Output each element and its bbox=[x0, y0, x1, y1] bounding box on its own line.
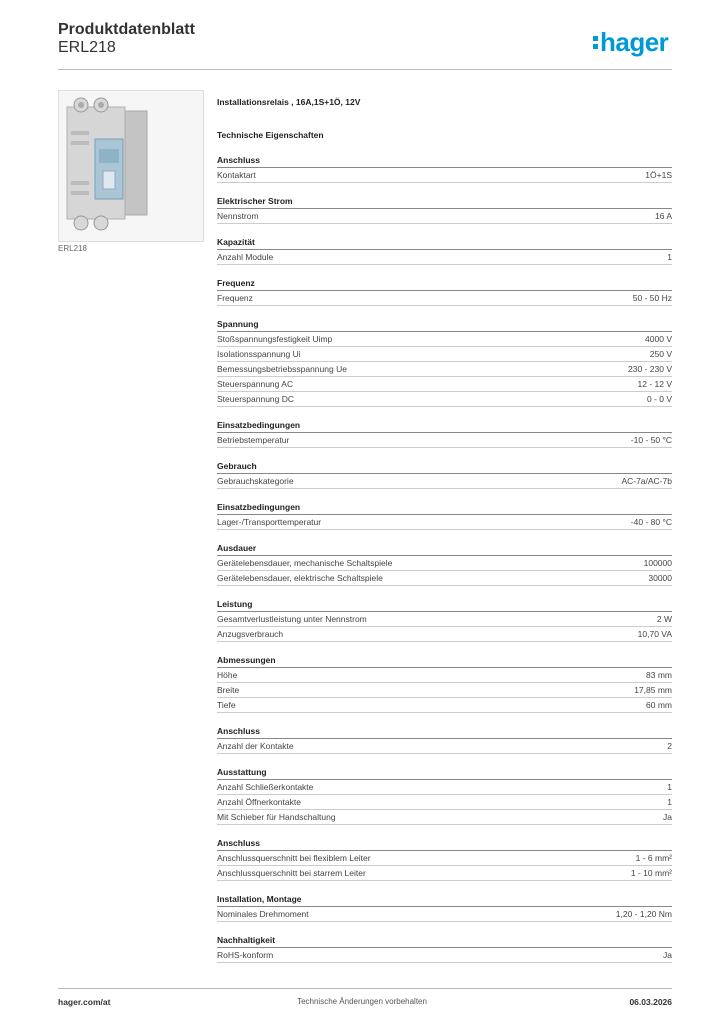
spec-row bbox=[217, 698, 672, 713]
spec-label: Anzahl Öffnerkontakte bbox=[217, 797, 301, 807]
spec-row bbox=[217, 433, 672, 448]
hager-logo[interactable] bbox=[593, 27, 673, 57]
image-caption: ERL218 bbox=[58, 244, 87, 253]
spec-value: 16 A bbox=[654, 211, 672, 221]
spec-label: Stoßspannungsfestigkeit Uimp bbox=[217, 334, 333, 344]
spec-row bbox=[217, 739, 672, 754]
spec-label: RoHS-konform bbox=[217, 950, 274, 960]
spec-section bbox=[217, 460, 672, 489]
spec-row bbox=[217, 780, 672, 795]
spec-row bbox=[217, 556, 672, 571]
spec-section bbox=[217, 934, 672, 963]
spec-value: 2 bbox=[667, 741, 672, 751]
spec-value: Ja bbox=[663, 950, 672, 960]
properties-heading: Technische Eigenschaften bbox=[217, 130, 324, 140]
spec-row bbox=[217, 683, 672, 698]
spec-label: Frequenz bbox=[217, 293, 253, 303]
spec-value: 10,70 VA bbox=[637, 629, 672, 639]
spec-section bbox=[217, 154, 672, 183]
relay-module-photo-icon bbox=[59, 91, 203, 241]
page-title: Produktdatenblatt bbox=[58, 21, 195, 38]
header-divider bbox=[58, 69, 672, 70]
spec-row bbox=[217, 332, 672, 347]
spec-row bbox=[217, 474, 672, 489]
spec-row bbox=[217, 347, 672, 362]
product-image bbox=[58, 90, 204, 242]
section-title: Anschluss bbox=[217, 154, 672, 168]
spec-row bbox=[217, 571, 672, 586]
section-title: Installation, Montage bbox=[217, 893, 672, 907]
spec-label: Anschlussquerschnitt bei flexiblem Leiter bbox=[217, 853, 371, 863]
spec-label: Gerätelebensdauer, mechanische Schaltspiele bbox=[217, 558, 393, 568]
section-title: Abmessungen bbox=[217, 654, 672, 668]
spec-section bbox=[217, 277, 672, 306]
spec-value: 250 V bbox=[649, 349, 672, 359]
spec-section bbox=[217, 654, 672, 713]
spec-row bbox=[217, 209, 672, 224]
section-title: Anschluss bbox=[217, 837, 672, 851]
spec-value: 1,20 - 1,20 Nm bbox=[615, 909, 672, 919]
spec-row bbox=[217, 362, 672, 377]
spec-label: Anzugsverbrauch bbox=[217, 629, 284, 639]
spec-label: Höhe bbox=[217, 670, 238, 680]
spec-label: Anzahl Schließerkontakte bbox=[217, 782, 314, 792]
section-title: Ausdauer bbox=[217, 542, 672, 556]
spec-row bbox=[217, 627, 672, 642]
section-title: Elektrischer Strom bbox=[217, 195, 672, 209]
spec-value: 100000 bbox=[643, 558, 672, 568]
spec-row bbox=[217, 866, 672, 881]
spec-row bbox=[217, 948, 672, 963]
spec-row bbox=[217, 392, 672, 407]
spec-label: Tiefe bbox=[217, 700, 236, 710]
section-title: Spannung bbox=[217, 318, 672, 332]
spec-label: Steuerspannung DC bbox=[217, 394, 295, 404]
spec-value: 1 bbox=[667, 252, 672, 262]
spec-section bbox=[217, 236, 672, 265]
spec-label: Lager-/Transporttemperatur bbox=[217, 517, 322, 527]
spec-value: -40 - 80 °C bbox=[630, 517, 672, 527]
spec-label: Isolationsspannung Ui bbox=[217, 349, 301, 359]
spec-section bbox=[217, 837, 672, 881]
spec-value: 1 bbox=[667, 797, 672, 807]
footer-disclaimer: Technische Änderungen vorbehalten bbox=[297, 997, 427, 1006]
section-title: Kapazität bbox=[217, 236, 672, 250]
section-title: Anschluss bbox=[217, 725, 672, 739]
spec-label: Nennstrom bbox=[217, 211, 259, 221]
spec-content bbox=[217, 96, 672, 963]
spec-section bbox=[217, 318, 672, 407]
spec-section bbox=[217, 725, 672, 754]
spec-label: Anzahl der Kontakte bbox=[217, 741, 294, 751]
section-title: Leistung bbox=[217, 598, 672, 612]
section-title: Gebrauch bbox=[217, 460, 672, 474]
spec-label: Gebrauchskategorie bbox=[217, 476, 294, 486]
spec-row bbox=[217, 291, 672, 306]
spec-section bbox=[217, 893, 672, 922]
logo-wordmark: hager bbox=[600, 27, 669, 57]
spec-section bbox=[217, 766, 672, 825]
spec-value: 4000 V bbox=[645, 334, 672, 344]
footer-website-link[interactable]: hager.com/at bbox=[58, 997, 111, 1007]
spec-section bbox=[217, 598, 672, 642]
spec-value: AC-7a/AC-7b bbox=[621, 476, 672, 486]
spec-label: Bemessungsbetriebsspannung Ue bbox=[217, 364, 347, 374]
spec-value: 17,85 mm bbox=[634, 685, 672, 695]
spec-row bbox=[217, 515, 672, 530]
section-title: Frequenz bbox=[217, 277, 672, 291]
spec-section bbox=[217, 195, 672, 224]
spec-value: 2 W bbox=[656, 614, 672, 624]
spec-row bbox=[217, 810, 672, 825]
spec-label: Anzahl Module bbox=[217, 252, 274, 262]
spec-label: Anschlussquerschnitt bei starrem Leiter bbox=[217, 868, 366, 878]
spec-value: 12 - 12 V bbox=[637, 379, 672, 389]
spec-label: Breite bbox=[217, 685, 240, 695]
spec-value: 1 - 10 mm² bbox=[630, 868, 672, 878]
spec-label: Mit Schieber für Handschaltung bbox=[217, 812, 336, 822]
spec-value: 1Ö+1S bbox=[645, 170, 672, 180]
spec-section bbox=[217, 501, 672, 530]
section-title: Einsatzbedingungen bbox=[217, 501, 672, 515]
spec-label: Kontaktart bbox=[217, 170, 256, 180]
spec-row bbox=[217, 668, 672, 683]
spec-row bbox=[217, 250, 672, 265]
spec-label: Gesamtverlustleistung unter Nennstrom bbox=[217, 614, 367, 624]
product-description: Installationsrelais , 16A,1S+1Ö, 12V bbox=[217, 97, 361, 107]
spec-label: Nominales Drehmoment bbox=[217, 909, 309, 919]
spec-label: Steuerspannung AC bbox=[217, 379, 294, 389]
spec-value: 30000 bbox=[648, 573, 672, 583]
spec-value: 60 mm bbox=[646, 700, 672, 710]
spec-value: 83 mm bbox=[646, 670, 672, 680]
spec-row bbox=[217, 795, 672, 810]
spec-value: 0 - 0 V bbox=[646, 394, 672, 404]
spec-row bbox=[217, 851, 672, 866]
section-title: Nachhaltigkeit bbox=[217, 934, 672, 948]
spec-section bbox=[217, 542, 672, 586]
spec-row bbox=[217, 907, 672, 922]
spec-sections bbox=[217, 154, 672, 963]
footer-date: 06.03.2026 bbox=[629, 997, 672, 1007]
spec-value: 50 - 50 Hz bbox=[632, 293, 672, 303]
section-title: Ausstattung bbox=[217, 766, 672, 780]
footer-divider bbox=[58, 988, 672, 989]
spec-section bbox=[217, 419, 672, 448]
product-code: ERL218 bbox=[58, 39, 116, 56]
spec-value: Ja bbox=[663, 812, 672, 822]
spec-label: Gerätelebensdauer, elektrische Schaltspiele bbox=[217, 573, 383, 583]
spec-row bbox=[217, 612, 672, 627]
spec-value: -10 - 50 °C bbox=[630, 435, 672, 445]
logo-dots-icon bbox=[593, 36, 598, 49]
spec-row bbox=[217, 377, 672, 392]
spec-label: Betriebstemperatur bbox=[217, 435, 290, 445]
spec-value: 230 - 230 V bbox=[628, 364, 672, 374]
spec-value: 1 - 6 mm² bbox=[635, 853, 672, 863]
spec-value: 1 bbox=[667, 782, 672, 792]
spec-row bbox=[217, 168, 672, 183]
section-title: Einsatzbedingungen bbox=[217, 419, 672, 433]
